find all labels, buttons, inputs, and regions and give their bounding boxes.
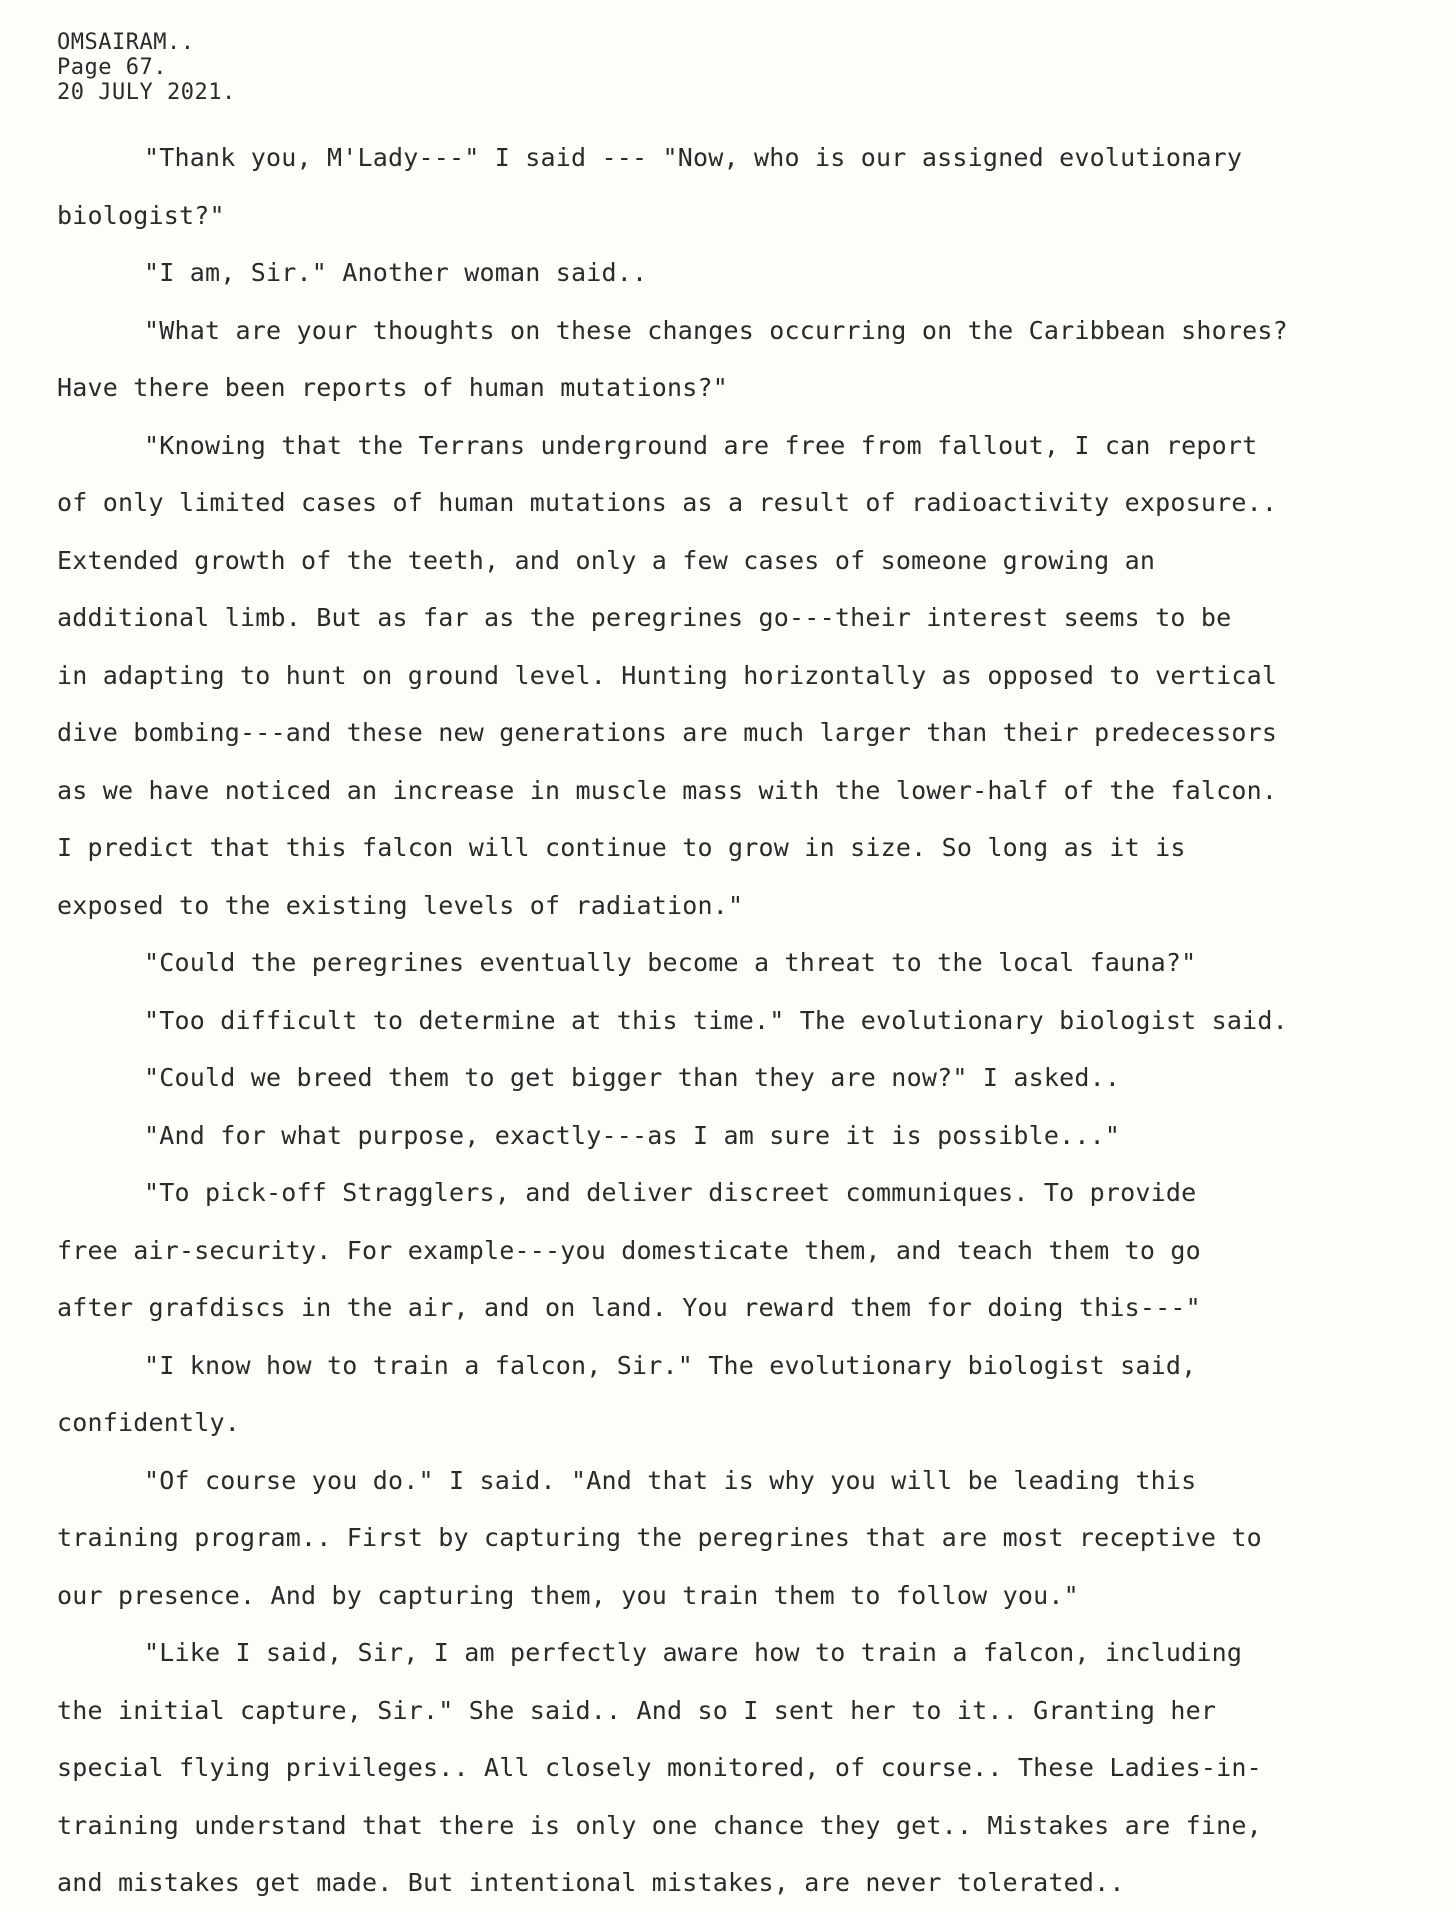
text-line: additional limb. But as far as the peregrines go---their interest seems to be bbox=[57, 603, 1232, 632]
paragraph bbox=[57, 1049, 1446, 1107]
paragraph bbox=[57, 1624, 1446, 1912]
text-line: as we have noticed an increase in muscle mass with the lower-half of the falcon. bbox=[57, 775, 1278, 805]
paragraph bbox=[57, 417, 1446, 935]
paragraph bbox=[57, 1452, 1446, 1625]
text-line: "Could the peregrines eventually become a threat to the local fauna?" bbox=[144, 948, 1197, 977]
text-line: the initial capture, Sir." She said.. And so I sent her to it.. Granting her bbox=[57, 1695, 1217, 1725]
text-line: "Knowing that the Terrans underground are free from fallout, I can report bbox=[144, 430, 1258, 460]
text-line: "I know how to train a falcon, Sir." The evolutionary biologist said, bbox=[144, 1350, 1197, 1380]
paragraph bbox=[57, 934, 1446, 992]
body-text bbox=[57, 129, 1446, 1912]
text-line: "I am, Sir." Another woman said.. bbox=[144, 258, 648, 287]
text-line: biologist?" bbox=[57, 200, 225, 230]
text-line: training understand that there is only one chance they get.. Mistakes are fine, bbox=[57, 1810, 1262, 1840]
paragraph bbox=[57, 302, 1446, 417]
page-date: 20 JULY 2021. bbox=[57, 80, 236, 105]
text-line: "And for what purpose, exactly---as I am sure it is possible..." bbox=[144, 1120, 1121, 1150]
paragraph bbox=[57, 129, 1446, 244]
text-line: after grafdiscs in the air, and on land. You reward them for doing this---" bbox=[57, 1293, 1201, 1322]
paragraph bbox=[57, 992, 1446, 1050]
text-line: dive bombing---and these new generations are much larger than their predecessors bbox=[57, 718, 1278, 747]
text-line: confidently. bbox=[57, 1408, 241, 1437]
text-line: "Too difficult to determine at this time." The evolutionary biologist said. bbox=[144, 1005, 1288, 1035]
text-line: our presence. And by capturing them, you train them to follow you." bbox=[57, 1580, 1079, 1610]
text-line: I predict that this falcon will continue to grow in size. So long as it is bbox=[57, 833, 1186, 862]
text-line: in adapting to hunt on ground level. Hunting horizontally as opposed to vertical bbox=[57, 660, 1278, 690]
paragraph bbox=[57, 1164, 1446, 1337]
header-title: OMSAIRAM.. bbox=[57, 30, 195, 55]
text-line: "Like I said, Sir, I am perfectly aware how to train a falcon, including bbox=[144, 1638, 1243, 1667]
text-line: training program.. First by capturing the peregrines that are most receptive to bbox=[57, 1523, 1262, 1552]
text-line: "Of course you do." I said. "And that is why you will be leading this bbox=[144, 1465, 1197, 1495]
text-line: and mistakes get made. But intentional mistakes, are never tolerated.. bbox=[57, 1868, 1125, 1897]
text-line: Extended growth of the teeth, and only a few cases of someone growing an bbox=[57, 545, 1156, 575]
paragraph bbox=[57, 1337, 1446, 1452]
text-line: "What are your thoughts on these changes occurring on the Caribbean shores? bbox=[144, 315, 1288, 345]
text-line: exposed to the existing levels of radiation." bbox=[57, 890, 744, 920]
text-line: "To pick-off Stragglers, and deliver discreet communiques. To provide bbox=[144, 1178, 1197, 1207]
paragraph bbox=[57, 1107, 1446, 1165]
text-line: "Thank you, M'Lady---" I said --- "Now, who is our assigned evolutionary bbox=[144, 143, 1243, 172]
page-number: Page 67. bbox=[57, 55, 167, 80]
text-line: Have there been reports of human mutations?" bbox=[57, 373, 729, 402]
text-line: free air-security. For example---you domesticate them, and teach them to go bbox=[57, 1235, 1201, 1265]
text-line: of only limited cases of human mutations as a result of radioactivity exposure.. bbox=[57, 488, 1278, 517]
text-line: special flying privileges.. All closely monitored, of course.. These Ladies-in- bbox=[57, 1753, 1262, 1782]
paragraph bbox=[57, 244, 1446, 302]
page-header bbox=[57, 30, 1446, 105]
text-line: "Could we breed them to get bigger than they are now?" I asked.. bbox=[144, 1063, 1121, 1092]
